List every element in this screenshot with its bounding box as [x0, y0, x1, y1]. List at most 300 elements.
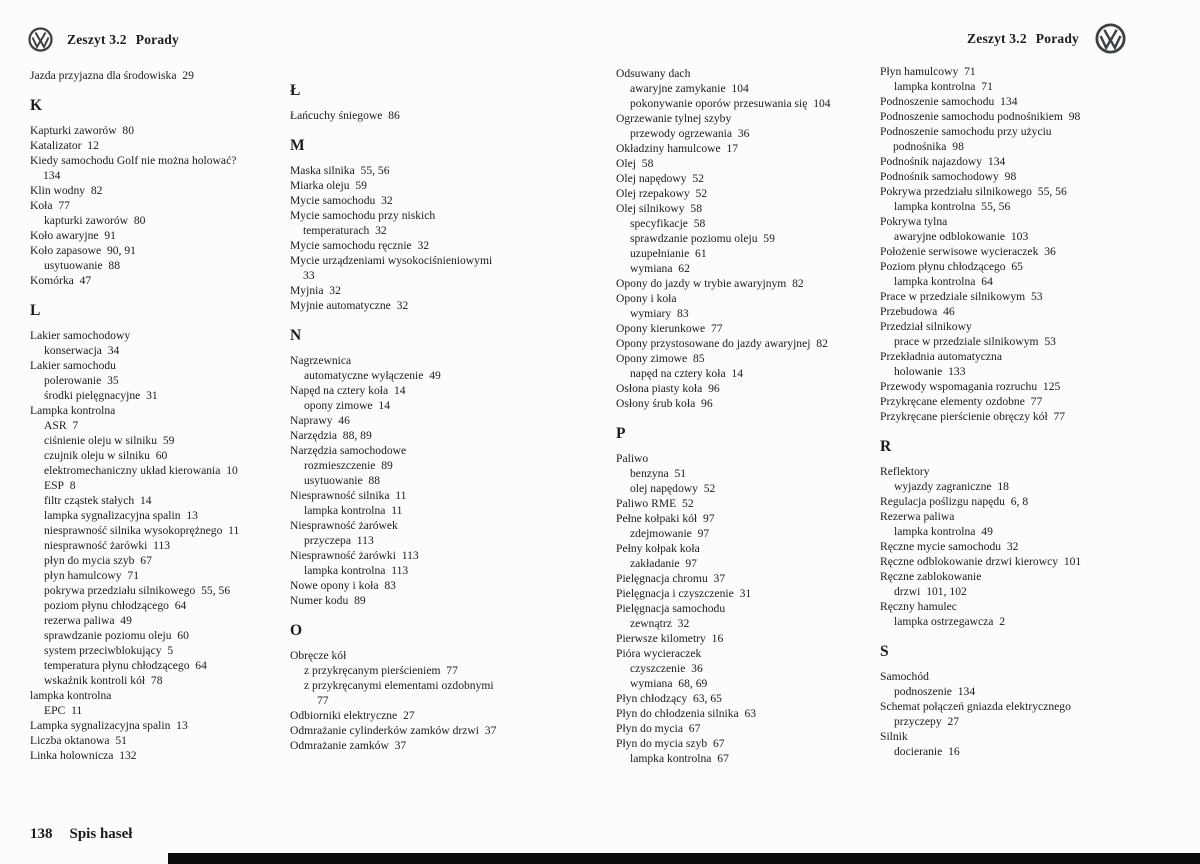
entry-page-number: 83: [384, 579, 396, 592]
index-entry: [30, 628, 246, 643]
index-entry: [30, 68, 246, 83]
index-entry: [616, 171, 852, 186]
entry-label: Paliwo RME: [616, 497, 677, 510]
entry-label: Nagrzewnica: [290, 354, 352, 367]
entry-page-number: 58: [693, 217, 706, 230]
index-entry: [30, 658, 246, 673]
entry-page-number: 98: [1004, 170, 1017, 183]
entry-page-number: 67: [717, 752, 729, 765]
index-entry: [880, 94, 1100, 109]
entry-label: Niesprawność silnika: [290, 489, 390, 502]
index-entry: [30, 183, 246, 198]
entry-page-number: 133: [948, 365, 966, 378]
entry-page-number: 55, 56: [360, 164, 390, 177]
entry-label: Podnośnik najazdowy: [880, 155, 983, 168]
entry-page-number: 27: [947, 715, 960, 728]
entry-label: Opony kierunkowe: [616, 322, 706, 335]
entry-label: lampka kontrolna: [894, 275, 976, 288]
entry-page-number: 104: [813, 97, 831, 110]
index-entry: [880, 364, 1100, 379]
entry-label: Płyn do chłodzenia silnika: [616, 707, 739, 720]
index-entry: [30, 748, 246, 763]
index-entry: [290, 503, 504, 518]
section-heading: Ł: [290, 82, 301, 99]
entry-label: Przebudowa: [880, 305, 938, 318]
entry-label: Lampka kontrolna: [30, 404, 116, 417]
entry-label: lampka sygnalizacyjna spalin: [44, 509, 181, 522]
index-column-3: [616, 66, 852, 766]
entry-label: Pierwsze kilometry: [616, 632, 706, 645]
entry-label: Samochód: [880, 670, 929, 683]
entry-label: Osłona piasty koła: [616, 382, 703, 395]
entry-label: Odmrażanie zamków: [290, 739, 389, 752]
header-booklet: Zeszyt 3.2: [967, 30, 1027, 46]
entry-page-number: 103: [1010, 230, 1029, 243]
entry-label: Ręczne mycie samochodu: [880, 540, 1002, 553]
entry-label: Przedział silnikowy: [880, 320, 972, 333]
entry-label: Płyn do mycia szyb: [616, 737, 708, 750]
index-entry: [616, 201, 852, 216]
index-entry: [616, 736, 852, 751]
entry-label: lampka ostrzegawcza: [894, 615, 994, 628]
index-entry: [30, 493, 246, 508]
index-entry: [616, 111, 852, 126]
entry-label: sprawdzanie poziomu oleju: [44, 629, 172, 642]
entry-label: Mycie samochodu przy niskich temperaturach: [290, 209, 436, 237]
index-entry: [290, 473, 504, 488]
entry-page-number: 97: [685, 557, 697, 570]
entry-page-number: 16: [711, 632, 724, 645]
index-entry: [290, 383, 504, 398]
header-right: [967, 23, 1126, 54]
index-entry: [290, 663, 504, 678]
entry-label: Płyn do mycia: [616, 722, 683, 735]
entry-label: Nowe opony i koła: [290, 579, 379, 592]
index-entry: [30, 403, 246, 418]
index-entry: [30, 123, 246, 138]
index-entry: [30, 583, 246, 598]
index-entry: [880, 199, 1100, 214]
entry-label: czujnik oleju w silniku: [44, 449, 150, 462]
index-entry: [30, 328, 246, 343]
entry-label: awaryjne odblokowanie: [894, 230, 1006, 243]
entry-label: polerowanie: [44, 374, 102, 387]
entry-label: Lakier samochodowy: [30, 329, 131, 342]
index-entry: [30, 243, 246, 258]
entry-label: lampka kontrolna: [894, 525, 976, 538]
entry-page-number: 52: [695, 187, 708, 200]
entry-label: Lampka sygnalizacyjna spalin: [30, 719, 171, 732]
index-entry: [290, 678, 504, 708]
index-entry: [616, 586, 852, 601]
entry-label: Przykręcane elementy ozdobne: [880, 395, 1025, 408]
entry-label: Płyn chłodzący: [616, 692, 688, 705]
index-entry: [616, 321, 852, 336]
index-entry: [616, 496, 852, 511]
entry-label: temperatura płynu chłodzącego: [44, 659, 190, 672]
entry-page-number: 32: [677, 617, 690, 630]
entry-page-number: 59: [763, 232, 775, 245]
index-entry: [616, 216, 852, 231]
index-entry: [290, 708, 504, 723]
entry-page-number: 14: [139, 494, 152, 507]
index-entry: [880, 714, 1100, 729]
entry-label: wymiana: [630, 262, 673, 275]
index-entry: [880, 684, 1100, 699]
entry-label: EPC: [44, 704, 66, 717]
entry-page-number: 91: [104, 229, 116, 242]
index-entry: [880, 569, 1100, 584]
entry-label: Lakier samochodu: [30, 359, 116, 372]
entry-label: Przykręcane pierścienie obręczy kół: [880, 410, 1048, 423]
entry-page-number: 86: [388, 109, 400, 122]
entry-label: poziom płynu chłodzącego: [44, 599, 169, 612]
entry-label: sprawdzanie poziomu oleju: [630, 232, 758, 245]
entry-label: Obręcze kół: [290, 649, 347, 662]
entry-page-number: 77: [317, 694, 329, 707]
entry-page-number: 13: [186, 509, 198, 522]
header-left: [28, 27, 179, 52]
entry-label: Pielęgnacja chromu: [616, 572, 708, 585]
entry-page-number: 101, 102: [926, 585, 967, 598]
index-entry: [30, 198, 246, 213]
entry-page-number: 96: [701, 397, 713, 410]
entry-label: Okładziny hamulcowe: [616, 142, 721, 155]
index-entry: [616, 646, 852, 661]
header-booklet: Zeszyt 3.2: [67, 31, 127, 47]
entry-label: prace w przedziale silnikowym: [894, 335, 1039, 348]
index-entry: [616, 751, 852, 766]
entry-page-number: 64: [174, 599, 187, 612]
index-entry: [290, 648, 504, 663]
entry-page-number: 16: [948, 745, 960, 758]
entry-label: Ogrzewanie tylnej szyby: [616, 112, 732, 125]
entry-label: Naprawy: [290, 414, 333, 427]
index-entry: [616, 381, 852, 396]
index-entry: [880, 554, 1100, 569]
entry-page-number: 32: [417, 239, 430, 252]
index-entry: [616, 66, 852, 81]
entry-page-number: 77: [1030, 395, 1043, 408]
header-title-right: [967, 31, 1079, 47]
entry-label: wymiary: [630, 307, 672, 320]
entry-label: Podnośnik samochodowy: [880, 170, 999, 183]
entry-label: Narzędzia samochodowe: [290, 444, 407, 457]
entry-label: płyn hamulcowy: [44, 569, 122, 582]
entry-label: Olej: [616, 157, 636, 170]
entry-page-number: 31: [146, 389, 158, 402]
entry-page-number: 36: [737, 127, 750, 140]
entry-page-number: 113: [153, 539, 171, 552]
index-entry: [30, 463, 246, 478]
section-heading: M: [290, 137, 305, 154]
index-entry: [30, 228, 246, 243]
entry-page-number: 55, 56: [981, 200, 1011, 213]
entry-label: Miarka oleju: [290, 179, 350, 192]
index-entry: [30, 258, 246, 273]
entry-page-number: 8: [69, 479, 76, 492]
index-entry: [880, 334, 1100, 349]
index-entry: [880, 539, 1100, 554]
entry-label: Mycie samochodu: [290, 194, 376, 207]
entry-label: specyfikacje: [630, 217, 688, 230]
entry-page-number: 10: [226, 464, 238, 477]
entry-label: Koło awaryjne: [30, 229, 99, 242]
index-entry: [290, 108, 504, 123]
index-entry: [880, 509, 1100, 524]
entry-page-number: 89: [381, 459, 393, 472]
index-entry: [290, 443, 504, 458]
index-entry: [880, 229, 1100, 244]
entry-label: niesprawność silnika wysokoprężnego: [44, 524, 223, 537]
entry-label: Katalizator: [30, 139, 82, 152]
entry-label: Olej silnikowy: [616, 202, 685, 215]
entry-label: podnoszenie: [894, 685, 952, 698]
entry-page-number: 55, 56: [1037, 185, 1067, 198]
entry-label: Położenie serwisowe wycieraczek: [880, 245, 1039, 258]
index-entry: [616, 276, 852, 291]
entry-page-number: 77: [711, 322, 723, 335]
entry-label: Reflektory: [880, 465, 930, 478]
entry-page-number: 55, 56: [201, 584, 231, 597]
entry-label: zdejmowanie: [630, 527, 692, 540]
entry-page-number: 77: [1053, 410, 1066, 423]
entry-page-number: 59: [355, 179, 367, 192]
index-entry: [616, 721, 852, 736]
entry-label: Przewody wspomagania rozruchu: [880, 380, 1038, 393]
entry-page-number: 11: [391, 504, 403, 517]
entry-label: Kapturki zaworów: [30, 124, 117, 137]
entry-label: Narzędzia: [290, 429, 337, 442]
entry-page-number: 67: [712, 737, 725, 750]
entry-label: Opony zimowe: [616, 352, 688, 365]
index-entry: [30, 508, 246, 523]
entry-page-number: 60: [155, 449, 168, 462]
index-entry: [616, 246, 852, 261]
section-heading: S: [880, 643, 889, 660]
entry-page-number: 53: [1044, 335, 1056, 348]
entry-page-number: 11: [395, 489, 407, 502]
entry-page-number: 37: [484, 724, 497, 737]
index-entry: [880, 154, 1100, 169]
entry-label: pokrywa przedziału silnikowego: [44, 584, 196, 597]
entry-label: Jazda przyjazna dla środowiska: [30, 69, 177, 82]
entry-label: Koło zapasowe: [30, 244, 102, 257]
index-entry: [616, 231, 852, 246]
entry-page-number: 125: [1042, 380, 1061, 393]
entry-page-number: 132: [119, 749, 137, 762]
index-entry: [290, 368, 504, 383]
index-entry: [880, 699, 1100, 714]
section-heading: O: [290, 622, 303, 639]
entry-label: Rezerwa paliwa: [880, 510, 955, 523]
index-entry: [616, 661, 852, 676]
entry-label: benzyna: [630, 467, 669, 480]
entry-page-number: 31: [739, 587, 752, 600]
entry-label: usytuowanie: [44, 259, 103, 272]
entry-page-number: 37: [394, 739, 407, 752]
footer: [30, 826, 132, 843]
index-entry: [616, 481, 852, 496]
index-entry: [616, 676, 852, 691]
entry-page-number: 33: [303, 269, 315, 282]
entry-label: drzwi: [894, 585, 921, 598]
entry-page-number: 80: [122, 124, 134, 137]
index-entry: [616, 351, 852, 366]
entry-label: Odbiorniki elektryczne: [290, 709, 398, 722]
entry-page-number: 65: [1011, 260, 1023, 273]
index-entry: [616, 541, 852, 556]
section-heading: P: [616, 425, 626, 442]
index-entry: [30, 213, 246, 228]
index-entry: [30, 358, 246, 373]
entry-label: wyjazdy zagraniczne: [894, 480, 992, 493]
entry-page-number: 35: [107, 374, 119, 387]
entry-label: Maska silnika: [290, 164, 355, 177]
index-entry: [880, 124, 1100, 154]
entry-label: Opony przystosowane do jazdy awaryjnej: [616, 337, 811, 350]
entry-label: czyszczenie: [630, 662, 686, 675]
entry-label: zewnątrz: [630, 617, 672, 630]
entry-label: Komórka: [30, 274, 74, 287]
index-entry: [290, 208, 504, 238]
index-entry: [30, 418, 246, 433]
entry-label: Schemat połączeń gniazda elektrycznego: [880, 700, 1071, 713]
entry-page-number: 49: [429, 369, 441, 382]
entry-page-number: 82: [816, 337, 828, 350]
entry-label: Łańcuchy śniegowe: [290, 109, 383, 122]
entry-page-number: 113: [356, 534, 374, 547]
entry-label: ASR: [44, 419, 67, 432]
entry-page-number: 14: [393, 384, 406, 397]
entry-label: lampka kontrolna: [30, 689, 112, 702]
entry-page-number: 13: [176, 719, 188, 732]
entry-page-number: 97: [697, 527, 710, 540]
entry-label: Regulacja poślizgu napędu: [880, 495, 1005, 508]
index-entry: [880, 304, 1100, 319]
index-entry: [30, 343, 246, 358]
index-entry: [880, 584, 1100, 599]
index-entry: [290, 163, 504, 178]
index-entry: [30, 553, 246, 568]
entry-label: Paliwo: [616, 452, 649, 465]
index-entry: [880, 244, 1100, 259]
entry-label: lampka kontrolna: [304, 564, 386, 577]
index-entry: [30, 138, 246, 153]
entry-label: kapturki zaworów: [44, 214, 129, 227]
entry-label: Myjnia: [290, 284, 324, 297]
entry-page-number: 36: [691, 662, 703, 675]
entry-label: płyn do mycia szyb: [44, 554, 135, 567]
entry-page-number: 12: [87, 139, 99, 152]
index-entry: [290, 428, 504, 443]
entry-page-number: 37: [713, 572, 726, 585]
index-entry: [290, 578, 504, 593]
index-entry: [30, 598, 246, 613]
index-entry: [880, 394, 1100, 409]
entry-label: opony zimowe: [304, 399, 373, 412]
index-entry: [880, 109, 1100, 124]
index-entry: [880, 479, 1100, 494]
entry-page-number: 82: [90, 184, 103, 197]
entry-label: Poziom płynu chłodzącego: [880, 260, 1006, 273]
index-entry: [616, 291, 852, 306]
entry-label: Pielęgnacja samochodu: [616, 602, 726, 615]
index-entry: [616, 706, 852, 721]
entry-page-number: 83: [677, 307, 689, 320]
index-entry: [616, 81, 852, 96]
index-entry: [290, 193, 504, 208]
entry-page-number: 82: [792, 277, 804, 290]
entry-label: napęd na cztery koła: [630, 367, 726, 380]
entry-label: Osłony śrub koła: [616, 397, 696, 410]
index-entry: [30, 388, 246, 403]
entry-page-number: 14: [731, 367, 743, 380]
entry-label: Przekładnia automatyczna: [880, 350, 1003, 363]
entry-label: Niesprawność żarówek: [290, 519, 398, 532]
entry-page-number: 58: [641, 157, 654, 170]
index-entry: [290, 738, 504, 753]
entry-page-number: 78: [150, 674, 163, 687]
index-entry: [30, 373, 246, 388]
entry-label: Niesprawność żarówki: [290, 549, 396, 562]
entry-label: system przeciwblokujący: [44, 644, 162, 657]
entry-label: lampka kontrolna: [304, 504, 386, 517]
index-entry: [30, 448, 246, 463]
entry-label: przyczepa: [304, 534, 351, 547]
entry-page-number: 6, 8: [1010, 495, 1029, 508]
index-entry: [880, 744, 1100, 759]
entry-label: elektromechaniczny układ kierowania: [44, 464, 221, 477]
entry-page-number: 85: [692, 352, 705, 365]
entry-page-number: 34: [107, 344, 120, 357]
index-entry: [880, 319, 1100, 334]
entry-page-number: 97: [702, 512, 715, 525]
index-entry: [880, 409, 1100, 424]
entry-page-number: 32: [381, 194, 393, 207]
index-entry: [880, 64, 1100, 79]
entry-label: Liczba oktanowa: [30, 734, 110, 747]
index-entry: [616, 616, 852, 631]
index-entry: [616, 306, 852, 321]
entry-label: przyczepy: [894, 715, 942, 728]
index-entry: [290, 548, 504, 563]
entry-label: Odmrażanie cylinderków zamków drzwi: [290, 724, 479, 737]
index-column-4: [880, 64, 1100, 759]
index-entry: [290, 723, 504, 738]
entry-label: Pokrywa tylna: [880, 215, 948, 228]
entry-label: usytuowanie: [304, 474, 363, 487]
entry-label: rezerwa paliwa: [44, 614, 115, 627]
entry-label: ciśnienie oleju w silniku: [44, 434, 158, 447]
entry-label: przewody ogrzewania: [630, 127, 733, 140]
index-entry: [290, 563, 504, 578]
entry-page-number: 134: [1000, 95, 1018, 108]
entry-page-number: 11: [228, 524, 240, 537]
vw-logo-icon: [1095, 23, 1126, 54]
entry-page-number: 53: [1031, 290, 1043, 303]
entry-label: Silnik: [880, 730, 908, 743]
entry-label: Pełny kołpak koła: [616, 542, 700, 555]
index-entry: [616, 511, 852, 526]
entry-page-number: 52: [692, 172, 704, 185]
entry-label: Olej napędowy: [616, 172, 687, 185]
entry-page-number: 32: [329, 284, 341, 297]
entry-page-number: 68, 69: [678, 677, 708, 690]
entry-page-number: 64: [981, 275, 993, 288]
index-entry: [880, 79, 1100, 94]
entry-page-number: 63: [744, 707, 757, 720]
